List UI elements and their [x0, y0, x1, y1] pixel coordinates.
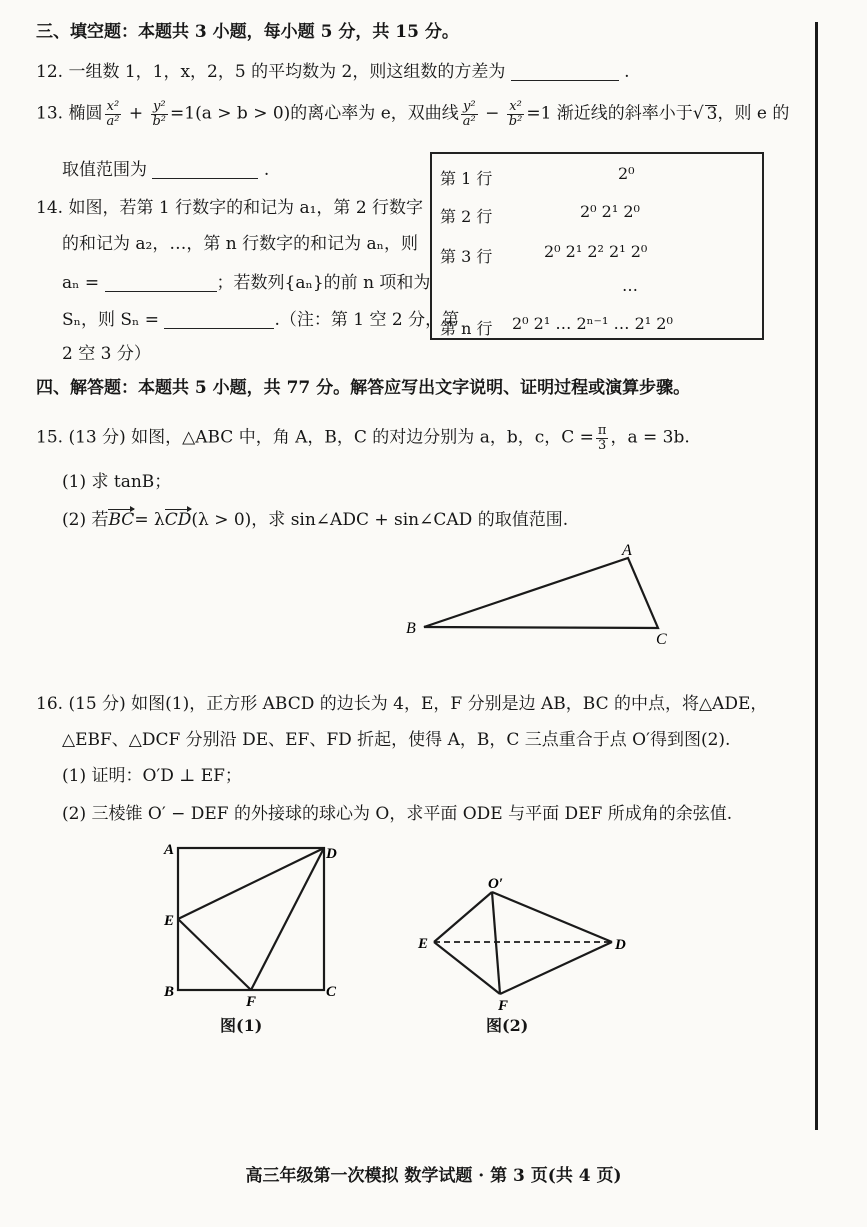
square-abcd: [178, 848, 324, 990]
q14-answer-blank-2[interactable]: [164, 310, 274, 329]
q14-line3: [62, 273, 430, 292]
row1-label: 第 1 行: [440, 169, 493, 188]
number-triangle-table: [430, 152, 764, 340]
rown-values: 2⁰ 2¹ … 2ⁿ⁻¹ … 2¹ 2⁰: [512, 314, 673, 333]
fig2-label-e: E: [418, 936, 429, 952]
figure-1-caption: 图(1): [220, 1016, 263, 1035]
q16-part1: (1) 证明：O′D ⊥ EF；: [62, 766, 242, 786]
fig1-label-c: C: [326, 984, 337, 1000]
row1-values: 2⁰: [618, 164, 635, 183]
fig2-label-d: D: [615, 937, 626, 953]
pi-over-3: $\frac{\pi}{3}$: [597, 423, 607, 453]
q15-line1-text: 15. (13 分) 如图，△ABC 中，角 A，B，C 的对边分别为 a，b，c，C =: [36, 427, 594, 448]
q13-answer-blank[interactable]: [152, 160, 258, 179]
q14-line3-tail: ；若数列{aₙ}的前 n 项和为: [216, 273, 431, 293]
q15-line1: [36, 424, 690, 452]
fill-section-header: 三、填空题：本题共 3 小题，每小题 5 分，共 15 分。: [36, 22, 459, 42]
q13-prefix: 13. 椭圆: [36, 103, 103, 124]
fig1-label-a: A: [164, 842, 175, 858]
fig2-label-f: F: [498, 998, 509, 1012]
q15-part2-prefix: (2) 若: [62, 510, 109, 530]
q15-part2-lambda: = λ: [134, 510, 165, 530]
answer-section-header: 四、解答题：本题共 5 小题，共 77 分。解答应写出文字说明、证明过程或演算步骤。: [36, 378, 691, 398]
figure-2-tetrahedron: [412, 872, 637, 1012]
triangle-abc: [424, 558, 658, 628]
q15-part2-tail: (λ > 0)，求 sin∠ADC + sin∠CAD 的取值范围.: [191, 510, 569, 530]
row2-values: 2⁰ 2¹ 2⁰: [580, 202, 640, 221]
margin-rule: [815, 22, 818, 1130]
q12-answer-blank[interactable]: [511, 62, 619, 81]
segment-ed: [178, 848, 324, 919]
vector-cd: CD: [164, 510, 192, 530]
figure-1-square: [160, 836, 350, 1006]
label-a: A: [622, 542, 632, 559]
q15-line1-tail: ，a = 3b.: [610, 427, 690, 448]
q14-answer-blank-1[interactable]: [105, 273, 217, 292]
edge-od: [492, 892, 612, 942]
q14-line1: 14. 如图，若第 1 行数字的和记为 a₁，第 2 行数字: [36, 198, 424, 218]
q13-line2: 取值范围为: [62, 160, 147, 180]
q13-ellipse-cond: =1(a > b > 0)的离心率为 e，双曲线: [170, 103, 459, 124]
q14-line4-tail: .（注：第 1 空 2 分，第: [274, 310, 460, 330]
q16-part2: (2) 三棱锥 O′ − DEF 的外接球的球心为 O，求平面 ODE 与平面 DEF 所成角的余弦值.: [62, 804, 733, 824]
label-c: C: [656, 631, 667, 648]
row3-label: 第 3 行: [440, 247, 493, 266]
q13-end: .: [263, 160, 270, 180]
ellipse-y-frac: $\frac{\text{y²}}{\text{b²}}$: [152, 99, 167, 129]
fig2-label-o: O′: [488, 876, 504, 892]
q15-part1: (1) 求 tanB；: [62, 472, 172, 492]
q14-sn-label: Sₙ，则 Sₙ =: [62, 310, 160, 330]
edge-fd: [500, 942, 612, 994]
edge-ef: [434, 942, 500, 994]
q13-tail: ，则 e 的: [717, 103, 790, 124]
fig1-label-f: F: [246, 994, 257, 1006]
fig1-label-b: B: [164, 984, 175, 1000]
q12-end: .: [624, 62, 630, 82]
triangle-abc-figure: [400, 540, 690, 650]
segment-ef: [178, 919, 251, 990]
segment-fd: [251, 848, 324, 990]
q15-part2: [62, 512, 568, 529]
q14-line5: 2 空 3 分）: [62, 344, 151, 364]
edge-eo: [434, 892, 492, 942]
edge-of: [492, 892, 500, 994]
vector-bc: BC: [108, 510, 135, 530]
label-b: B: [406, 620, 416, 637]
question-13-line2: [62, 160, 269, 179]
figure-2-caption: 图(2): [486, 1016, 529, 1035]
q14-line4: [62, 310, 459, 329]
fig1-label-e: E: [164, 913, 175, 929]
q14-an-label: aₙ =: [62, 273, 100, 293]
question-13: 13. 椭圆 $\frac{\text{x²}}{\text{a²}}$ + $\frac{\text{y²}}{\text{b²}}$ =1(a > b > 0)的离心率为 e，双曲线 $\frac{\text{y²}}{\text{a²}}$ − $\frac{\text{x²}}{\text{b²}}$ =1 渐近线的斜率小于√ 3，则 e 的: [36, 99, 790, 129]
row-ellipsis: …: [622, 276, 638, 295]
question-12: [36, 62, 630, 81]
q14-line2: 的和记为 a₂，…，第 n 行数字的和记为 aₙ，则: [62, 234, 419, 254]
q12-text: 12. 一组数 1，1，x，2，5 的平均数为 2，则这组数的方差为: [36, 62, 506, 82]
q13-sqrt-arg: 3: [706, 103, 718, 124]
fig1-label-d: D: [326, 846, 337, 862]
ellipse-x-frac: $\frac{\text{x²}}{\text{a²}}$: [106, 99, 120, 129]
q16-line2: △EBF、△DCF 分别沿 DE、EF、FD 折起，使得 A，B，C 三点重合于点 O′得到图(2).: [62, 730, 731, 750]
page-footer: 高三年级第一次模拟 数学试题 · 第 3 页(共 4 页): [245, 1166, 622, 1186]
hyper-x-frac: $\frac{\text{x²}}{\text{b²}}$: [508, 99, 523, 129]
hyper-y-frac: $\frac{\text{y²}}{\text{a²}}$: [462, 99, 476, 129]
q16-line1: 16. (15 分) 如图(1)，正方形 ABCD 的边长为 4，E，F 分别是边 AB，BC 的中点，将△ADE，: [36, 694, 768, 714]
row3-values: 2⁰ 2¹ 2² 2¹ 2⁰: [544, 242, 648, 261]
q13-hyper-tail: =1 渐近线的斜率小于: [526, 103, 693, 124]
row2-label: 第 2 行: [440, 207, 493, 226]
rown-label: 第 n 行: [440, 319, 493, 338]
